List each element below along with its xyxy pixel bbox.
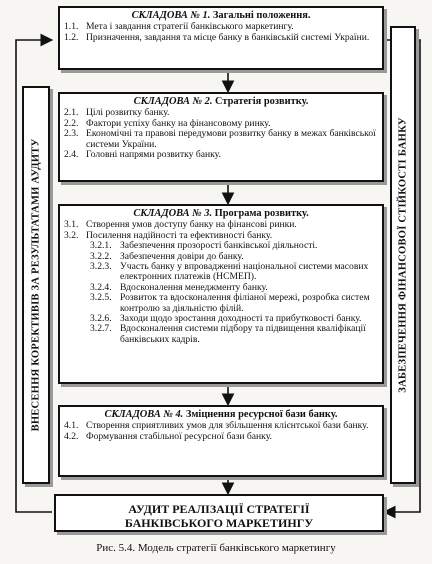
item-text: Забезпечення довіри до банку. (120, 250, 244, 262)
item-text: Участь банку у впровадженні національної системи масових електронних платежів (НСМЕП). (120, 261, 369, 283)
item-number: 4.2. (64, 430, 79, 442)
item-number: 3.1. (64, 219, 79, 231)
item-number: 2.2. (64, 117, 79, 129)
item-text: Заходи щодо зростання доходності та прибутковості банку. (120, 313, 362, 325)
item-text: Економічні та правові передумови розвитку банку в межах банківської системи України. (86, 128, 376, 150)
audit-box (54, 494, 384, 532)
block-1-title: СКЛАДОВА № 1. (131, 10, 211, 21)
block-3-title: СКЛАДОВА № 3. (133, 208, 213, 219)
item-number: 3.2.6. (90, 313, 112, 325)
block-1 (58, 6, 384, 70)
left-vertical-bar (22, 86, 50, 484)
item-text: Посилення надійності та ефективності банку. (86, 229, 273, 241)
block-4-title: СКЛАДОВА № 4. (104, 409, 184, 420)
item-text: Розвиток та вдосконалення філіаної мережі, розробка систем контролю за діяльністю філій. (120, 292, 370, 314)
item-number: 3.2.4. (90, 281, 112, 293)
block-2-title: СКЛАДОВА № 2. (133, 96, 213, 107)
item-number: 3.2.1. (90, 240, 112, 252)
item-number: 3.2.2. (90, 250, 112, 262)
item-number: 3.2.7. (90, 323, 112, 335)
block-4 (58, 405, 384, 477)
block-1-heading (60, 11, 382, 21)
left-bar-label: ВНЕСЕННЯ КОРЕКТИВІВ ЗА РЕЗУЛЬТАТАМИ АУДИТУ (30, 138, 42, 432)
block-2-subtitle: Стратегія розвитку. (215, 96, 309, 107)
block-4-heading (60, 410, 382, 420)
item-text: Створення сприятливих умов для збільшення клієнтської бази банку. (86, 420, 369, 432)
audit-line-1: АУДИТ РЕАЛІЗАЦІЇ СТРАТЕГІЇ (128, 502, 310, 516)
block-3-heading (60, 209, 382, 219)
list-item (60, 33, 382, 43)
item-number: 4.1. (64, 420, 79, 432)
item-text: Вдосконалення системи підбору та підвищення кваліфікації банківських кадрів. (120, 323, 366, 345)
sub-list-item (60, 293, 382, 314)
item-text: Головні напрями розвитку банку. (86, 149, 221, 161)
item-number: 1.2. (64, 31, 79, 43)
block-4-subtitle: Зміцнення ресурсної бази банку. (185, 409, 338, 420)
item-text: Цілі розвитку банку. (86, 107, 170, 119)
block-3-subtitle: Програма розвитку. (214, 208, 309, 219)
block-2-heading (60, 97, 382, 107)
audit-line-2: БАНКІВСЬКОГО МАРКЕТИНГУ (124, 516, 314, 530)
list-item (60, 432, 382, 442)
item-text: Вдосконалення менеджменту банку. (120, 281, 268, 293)
item-number: 2.1. (64, 107, 79, 119)
block-1-subtitle: Загальні положення. (212, 10, 311, 21)
block-3 (58, 204, 384, 384)
list-item (60, 129, 382, 150)
item-number: 1.1. (64, 21, 79, 33)
item-number: 2.3. (64, 128, 79, 140)
item-text: Забезпечення прозорості банківської діяльності. (120, 240, 318, 252)
item-text: Створення умов доступу банку на фінансові ринки. (86, 219, 297, 231)
list-item (60, 150, 382, 160)
item-number: 2.4. (64, 149, 79, 161)
item-number: 3.2. (64, 229, 79, 241)
item-text: Призначення, завдання та місце банку в банківській системі України. (86, 31, 370, 43)
item-text: Формування стабільної ресурсної бази банку. (86, 430, 272, 442)
item-number: 3.2.5. (90, 292, 112, 304)
block-2 (58, 92, 384, 182)
figure-caption: Рис. 5.4. Модель стратегії банківського маркетингу (96, 542, 336, 554)
item-text: Фактори успіху банку на фінансовому ринку. (86, 117, 271, 129)
sub-list-item (60, 262, 382, 283)
item-number: 3.2.3. (90, 261, 112, 273)
right-vertical-bar (390, 26, 416, 484)
item-text: Мета і завдання стратегії банківського маркетингу. (86, 21, 294, 33)
sub-list-item (60, 324, 382, 345)
right-bar-label: ЗАБЕЗПЕЧЕННЯ ФІНАНСОВОЇ СТІЙКОСТІ БАНКУ (397, 117, 409, 393)
